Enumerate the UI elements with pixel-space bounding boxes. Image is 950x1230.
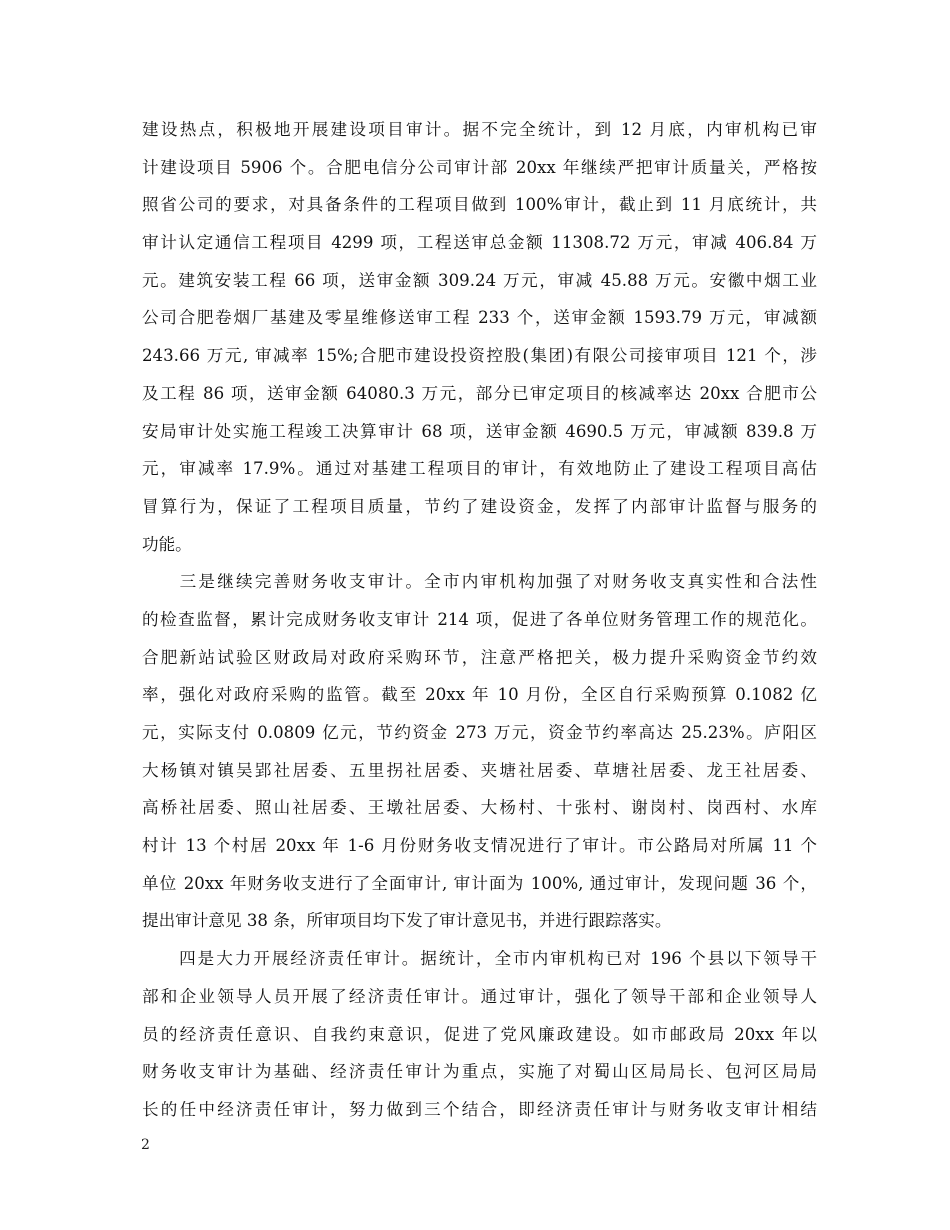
- text-line: 安局审计处实施工程竣工决算审计 68 项，送审金额 4690.5 万元，审减额 839.8 万: [142, 421, 817, 441]
- text-line: 提出审计意见 38 条，所审项目均下发了审计意见书，并进行跟踪落实。: [142, 911, 672, 931]
- text-line: 建设热点，积极地开展建设项目审计。据不完全统计，到 12 月底，内审机构已审: [142, 120, 817, 139]
- text-line: 元，审减率 17.9%。通过对基建工程项目的审计，有效地防止了建设工程项目高估: [142, 459, 817, 479]
- text-line: 长的任中经济责任审计，努力做到三个结合，即经济责任审计与财务收支审计相结: [142, 1099, 817, 1119]
- page-number: 2: [141, 1137, 150, 1153]
- text-line: 计建设项目 5906 个。合肥电信分公司审计部 20xx 年继续严把审计质量关，严格按: [142, 157, 817, 177]
- text-line: 的检查监督，累计完成财务收支审计 214 项，促进了各单位财务管理工作的规范化。: [142, 609, 817, 629]
- text-line: 三是继续完善财务收支审计。全市内审机构加强了对财务收支真实性和合法性: [142, 572, 817, 592]
- text-line: 率，强化对政府采购的监管。截至 20xx 年 10 月份，全区自行采购预算 0.1082 亿: [142, 685, 817, 705]
- text-line: 元，实际支付 0.0809 亿元，节约资金 273 万元，资金节约率高达 25.23%。庐阳区: [142, 723, 817, 742]
- text-line: 及工程 86 项，送审金额 64080.3 万元，部分已审定项目的核减率达 20xx 合肥市公: [142, 383, 817, 403]
- text-line: 四是大力开展经济责任审计。据统计，全市内审机构已对 196 个县以下领导干: [142, 949, 817, 969]
- text-line: 功能。: [142, 534, 192, 554]
- text-line: 公司合肥卷烟厂基建及零星维修送审工程 233 个，送审金额 1593.79 万元，审减额: [142, 308, 817, 328]
- body-text: [142, 111, 817, 1129]
- text-line: 员的经济责任意识、自我约束意识，促进了党风廉政建设。如市邮政局 20xx 年以: [142, 1024, 817, 1044]
- text-line: 大杨镇对镇吴郢社居委、五里拐社居委、夹塘社居委、草塘社居委、龙王社居委、: [142, 760, 817, 780]
- text-line: 243.66 万元, 审减率 15%;合肥市建设投资控股(集团)有限公司接审项目 121 个，涉: [142, 346, 817, 366]
- text-line: 单位 20xx 年财务收支进行了全面审计, 审计面为 100%, 通过审计，发现问题 36 个，: [142, 873, 817, 893]
- text-line: 合肥新站试验区财政局对政府采购环节，注意严格把关，极力提升采购资金节约效: [142, 647, 817, 667]
- text-line: 冒算行为，保证了工程项目质量，节约了建设资金，发挥了内部审计监督与服务的: [142, 496, 817, 516]
- text-line: 部和企业领导人员开展了经济责任审计。通过审计，强化了领导干部和企业领导人: [142, 986, 817, 1006]
- text-line: 审计认定通信工程项目 4299 项，工程送审总金额 11308.72 万元，审减 406.84 万: [142, 233, 817, 253]
- text-line: 村计 13 个村居 20xx 年 1-6 月份财务收支情况进行了审计。市公路局对所属 11 个: [142, 836, 817, 856]
- text-line: 照省公司的要求，对具备条件的工程项目做到 100%审计，截止到 11 月底统计，共: [142, 195, 817, 215]
- text-line: 财务收支审计为基础、经济责任审计为重点，实施了对蜀山区局局长、包河区局局: [142, 1062, 817, 1082]
- text-line: 高桥社居委、照山社居委、王墩社居委、大杨村、十张村、谢岗村、岗西村、水库: [142, 798, 817, 818]
- text-line: 元。建筑安装工程 66 项，送审金额 309.24 万元，审减 45.88 万元。安徽中烟工业: [142, 270, 817, 290]
